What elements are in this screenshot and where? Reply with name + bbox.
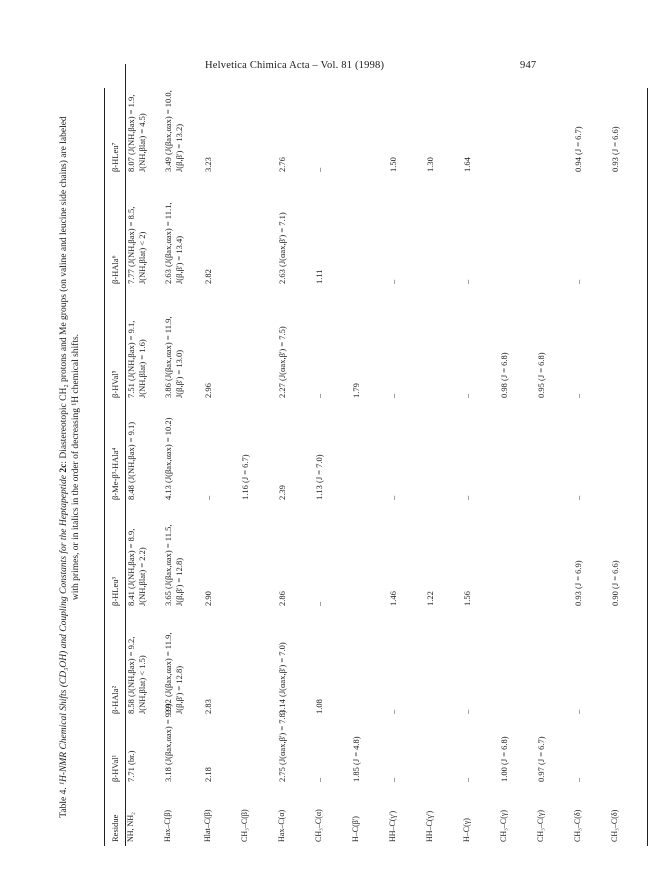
table-cell [351, 64, 388, 176]
table-cell [610, 610, 647, 718]
column-header: β-HVal⁵ [105, 288, 126, 402]
table-cell: 1.85 (J = 4.8) [351, 736, 361, 782]
table-cell: 2.83 [203, 699, 213, 714]
residue-label: CH₃–C(γ) [536, 809, 545, 842]
table-cell: 2.18 [203, 767, 213, 782]
table-cell [240, 718, 277, 786]
table-cell [536, 610, 573, 718]
table-cell: 8.41 (J(NH,βax) = 8.9, J(NH,βlat) = 2.2) [126, 528, 147, 606]
table-cell [499, 504, 536, 610]
table-cell: – [388, 279, 398, 284]
caption-rest-2: with primes, or in italics in the order of decreasing ¹H chemical shifts. [71, 333, 81, 601]
column-header: β-Me-β³-HAla⁴ [105, 402, 126, 504]
table-cell: 8.48 (J(NH,βax) = 9.1) [126, 421, 136, 500]
table-cell: 8.07 (J(NH,βax) = 1.9, J(NH,βlat) = 4.5) [126, 94, 147, 172]
column-header: Residue [105, 786, 126, 846]
table-cell: 4.13 (J(βax,αax) = 10.2) [163, 417, 173, 500]
table-cell: 0.93 (J = 6.9) [573, 560, 583, 606]
table-cell [240, 504, 277, 610]
table-cell: 0.94 (J = 6.7) [573, 126, 583, 172]
table-cell: 1.16 (J = 6.7) [240, 454, 250, 500]
table-cell [499, 176, 536, 288]
residue-label: NH, NH₂ [126, 812, 135, 842]
table-cell [240, 610, 277, 718]
table-cell: 2.90 [203, 591, 213, 606]
table-cell: – [388, 777, 398, 782]
table-row [425, 64, 462, 846]
table-cell: – [203, 495, 213, 500]
table-cell [351, 176, 388, 288]
table-row [388, 64, 425, 846]
residue-label: HH–C(γ') [425, 810, 434, 842]
table-cell: 0.90 (J = 6.6) [610, 560, 620, 606]
residue-label: CH₃–C(α) [314, 809, 323, 842]
table-row [499, 64, 536, 846]
table-row [314, 64, 351, 846]
table-row [203, 64, 240, 846]
table-cell: 7.77 (J(NH,βax) = 8.5, J(NH,βlat) < 2) [126, 206, 147, 284]
table-cell: – [573, 495, 583, 500]
table-cell: – [573, 393, 583, 398]
journal-title: Helvetica Chimica Acta – Vol. 81 (1998) [205, 60, 385, 71]
table-cell: 7.51 (J(NH,βax) = 9.1, J(NH,βlat) = 1.6) [126, 320, 147, 398]
table-cell [610, 402, 647, 504]
table-cell: 0.93 (J = 6.6) [610, 126, 620, 172]
column-header: β-HVal¹ [105, 718, 126, 786]
table-row [126, 64, 164, 846]
table-cell [425, 718, 462, 786]
table-row [240, 64, 277, 846]
table-cell: 0.97 (J = 6.7) [536, 736, 546, 782]
table-cell: – [388, 495, 398, 500]
table-cell: 3.86 (J(βax,αax) = 11.9, J(β,β') = 13.0) [163, 316, 184, 398]
table-cell [610, 288, 647, 402]
residue-label: CH₃–C(γ) [499, 809, 508, 842]
residue-label: CH₃–C(δ) [573, 809, 582, 842]
table-cell: – [314, 167, 324, 172]
table-cell: – [573, 777, 583, 782]
table-cell [351, 402, 388, 504]
column-header: β-HLeu⁷ [105, 64, 126, 176]
table-cell: 1.11 [314, 269, 324, 284]
table-cell [425, 176, 462, 288]
table-header-row [105, 64, 126, 846]
table-cell: – [462, 709, 472, 714]
table-cell: 2.39 [277, 485, 287, 500]
residue-label: Hax–C(β) [163, 809, 172, 842]
table-cell: 3.23 [203, 157, 213, 172]
residue-label: CH₃–C(β) [240, 809, 249, 842]
table-cell: 2.27 (J(αax,β') = 7.5) [277, 326, 287, 398]
page-number: 947 [520, 60, 537, 71]
table-cell: 1.00 (J = 6.8) [499, 736, 509, 782]
table-row [277, 64, 314, 846]
table-cell [610, 176, 647, 288]
table-body [126, 64, 648, 846]
table-cell: 2.63 (J(βax,αax) = 11.1, J(β,β') = 13.4) [163, 202, 184, 284]
table-cell: 1.13 (J = 7.0) [314, 454, 324, 500]
table-row [163, 64, 203, 846]
table-cell [425, 610, 462, 718]
table-cell: 1.64 [462, 157, 472, 172]
table-cell: – [462, 495, 472, 500]
table-cell: 1.22 [425, 591, 435, 606]
column-header: β-HAla⁶ [105, 176, 126, 288]
table-cell [499, 64, 536, 176]
table-cell: 2.75 (J(αax,β') = 7.8) [277, 710, 287, 782]
residue-label: H–C(β') [351, 816, 360, 842]
table-cell: – [462, 393, 472, 398]
residue-label: Hlat–C(β) [203, 809, 212, 842]
table-cell: 2.86 [277, 591, 287, 606]
table-cell [536, 176, 573, 288]
table-row [462, 64, 499, 846]
table-cell: – [462, 279, 472, 284]
table-cell: 3.49 (J(βax,αax) = 10.0, J(β,β') = 13.2) [163, 90, 184, 172]
table-cell: 1.50 [388, 157, 398, 172]
table-row [573, 64, 610, 846]
caption-lead: Table 4. [59, 784, 69, 818]
table-cell [499, 610, 536, 718]
table-cell: – [462, 777, 472, 782]
table-cell [425, 288, 462, 402]
table-cell: 2.76 [277, 157, 287, 172]
table-cell: 1.46 [388, 591, 398, 606]
table-cell [610, 718, 647, 786]
table-cell: – [388, 393, 398, 398]
table-cell: 2.63 (J(αax,β') = 7.1) [277, 212, 287, 284]
residue-label: CH₃–C(δ) [610, 809, 619, 842]
rotated-table-page [58, 82, 620, 852]
table-cell [351, 610, 388, 718]
table-cell: 3.92 (J(βax,αax) = 11.9, J(β,β') = 12.8) [163, 632, 184, 714]
nmr-table [105, 64, 647, 846]
table-cell: – [573, 709, 583, 714]
table-cell [240, 176, 277, 288]
table-cell: 3.65 (J(βax,αax) = 11.5, J(β,β') = 12.8) [163, 524, 184, 606]
table-row [351, 64, 388, 846]
table-caption [58, 82, 104, 852]
column-header: β-HLeu³ [105, 504, 126, 610]
table-row [610, 64, 647, 846]
table-cell [499, 402, 536, 504]
table-cell: – [314, 777, 324, 782]
table-cell [425, 402, 462, 504]
residue-label: HH–C(γ') [388, 810, 397, 842]
table-cell: 2.96 [203, 383, 213, 398]
table-cell: – [573, 279, 583, 284]
caption-compound: 2c [59, 463, 69, 473]
table-row [536, 64, 573, 846]
table-cell: 0.98 (J = 6.8) [499, 352, 509, 398]
table-cell: 0.95 (J = 6.8) [536, 352, 546, 398]
table-cell [536, 402, 573, 504]
table-cell: 1.56 [462, 591, 472, 606]
residue-label: H–C(γ) [462, 818, 471, 842]
caption-title: ¹H-NMR Chemical Shifts (CD₃OH) and Coupling Constants for the Heptapeptide [59, 472, 69, 785]
table-cell: 7.71 (br.) [126, 750, 136, 782]
table-cell: 3.14 (J(αax,β') = 7.0) [277, 642, 287, 714]
table-cell: 2.82 [203, 269, 213, 284]
table-cell: 1.79 [351, 383, 361, 398]
table-cell [536, 64, 573, 176]
table-cell [351, 504, 388, 610]
column-header: β-HAla² [105, 610, 126, 718]
table-cell: – [388, 709, 398, 714]
table-cell: – [314, 601, 324, 606]
table-cell [240, 64, 277, 176]
table-cell: 3.18 (J(βax,αax) = 9.9) [163, 703, 173, 782]
table-cell [240, 288, 277, 402]
residue-label: Hax–C(α) [277, 809, 286, 842]
table-cell [536, 504, 573, 610]
table-cell: – [314, 393, 324, 398]
caption-rest-1: : Diastereotopic CH₂ protons and Me groups (on valine and leucine side chains) are labeled [59, 116, 69, 464]
table-cell: 1.08 [314, 699, 324, 714]
table-cell: 8.58 (J(NH,βax) = 9.2, J(NH,βlat) < 1.5) [126, 636, 147, 714]
table-cell: 1.30 [425, 157, 435, 172]
